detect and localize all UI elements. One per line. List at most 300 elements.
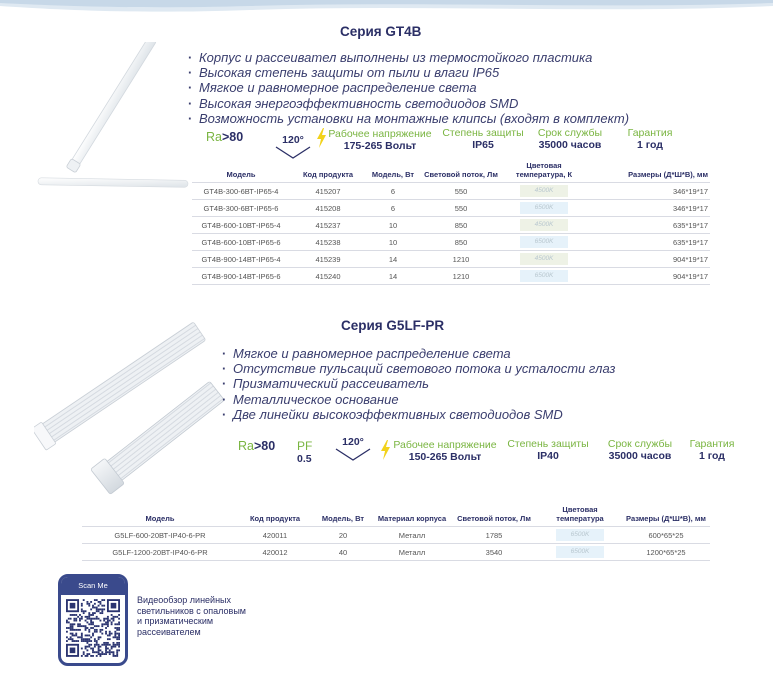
qr-code-card[interactable]: [58, 574, 128, 666]
cell-temp: [502, 268, 586, 285]
beam-angle-value: 120°: [282, 134, 304, 146]
color-temp-badge: 6500K: [556, 529, 604, 541]
table-header-row: [192, 160, 710, 183]
qr-module: [100, 655, 102, 657]
qr-module: [94, 631, 96, 633]
cell-flux: 550: [420, 200, 502, 217]
qr-module: [83, 612, 85, 614]
qr-module: [75, 614, 77, 616]
qr-module: [86, 603, 88, 605]
gt4b-lifetime: [532, 127, 608, 151]
qr-module: [92, 621, 94, 623]
qr-module: [75, 640, 77, 642]
qr-module: [105, 642, 107, 644]
qr-module: [81, 633, 83, 635]
qr-module: [72, 614, 74, 616]
qr-module: [118, 636, 120, 638]
qr-module: [100, 603, 102, 605]
qr-module: [70, 627, 72, 629]
qr-module: [92, 607, 94, 609]
cell-size: 346*19*17: [586, 200, 710, 217]
qr-module: [101, 599, 103, 601]
qr-module: [111, 618, 113, 620]
cell-size: 635*19*17: [586, 234, 710, 251]
cell-power: 10: [366, 234, 420, 251]
qr-module: [105, 618, 107, 620]
cell-temp: [538, 544, 622, 561]
qr-module: [111, 646, 113, 648]
qr-module: [105, 623, 107, 625]
qr-module: [83, 610, 85, 612]
cell-code: 415237: [290, 217, 366, 234]
qr-module: [92, 627, 94, 629]
qr-module: [100, 620, 102, 622]
qr-module: [90, 601, 92, 603]
feature-item: · Возможность установки на монтажные клипсы (входят в комплект): [188, 111, 629, 126]
cell-power: 10: [366, 217, 420, 234]
qr-module: [109, 653, 111, 655]
qr-module: [85, 627, 87, 629]
qr-module: [96, 640, 98, 642]
qr-module: [96, 616, 98, 618]
qr-module: [114, 627, 116, 629]
qr-module: [96, 618, 98, 620]
qr-module: [90, 644, 92, 646]
qr-module: [100, 631, 102, 633]
g5lf-protection: [505, 438, 591, 462]
qr-module: [68, 638, 70, 640]
qr-module: [73, 614, 75, 616]
qr-module: [88, 640, 90, 642]
cell-code: 415239: [290, 251, 366, 268]
qr-module: [86, 646, 88, 648]
qr-module: [113, 655, 115, 657]
qr-module: [73, 620, 75, 622]
feature-item: · Призматический рассеиватель: [222, 376, 615, 391]
cell-size: 904*19*17: [586, 251, 710, 268]
color-temp-badge: 6500K: [556, 546, 604, 558]
qr-module: [118, 618, 120, 620]
g5lf-ra-index: [238, 439, 275, 453]
qr-module: [86, 640, 88, 642]
qr-module: [94, 651, 96, 653]
qr-module: [88, 653, 90, 655]
qr-module: [118, 623, 120, 625]
qr-module: [72, 629, 74, 631]
qr-module: [103, 599, 105, 601]
qr-module: [85, 616, 87, 618]
cell-temp: [502, 251, 586, 268]
qr-module: [94, 638, 96, 640]
qr-module: [113, 616, 115, 618]
g5lf-beam-angle: [335, 436, 371, 462]
protection-value: IP40: [537, 450, 559, 462]
qr-module: [88, 635, 90, 637]
qr-module: [103, 605, 105, 607]
qr-module: [94, 625, 96, 627]
qr-module: [73, 640, 75, 642]
qr-module: [107, 625, 109, 627]
qr-module: [98, 610, 100, 612]
qr-module: [85, 625, 87, 627]
lifetime-label: Срок службы: [537, 127, 603, 139]
qr-module: [75, 633, 77, 635]
qr-module: [107, 642, 109, 644]
qr-module: [70, 633, 72, 635]
cell-model: GT4B-600-10ВТ-IP65-4: [192, 217, 290, 234]
cell-flux: 550: [420, 183, 502, 200]
qr-module: [94, 646, 96, 648]
cell-model: GT4B-900-14ВТ-IP65-4: [192, 251, 290, 268]
color-temp-badge: 4500K: [520, 185, 568, 197]
feature-item: · Высокая энергоэффективность светодиодов SMD: [188, 96, 629, 111]
qr-module: [109, 631, 111, 633]
lifetime-label: Срок службы: [607, 438, 673, 450]
qr-module: [92, 655, 94, 657]
qr-module: [114, 635, 116, 637]
qr-module: [118, 646, 120, 648]
pf-label: PF: [297, 439, 313, 453]
qr-module: [90, 623, 92, 625]
qr-module: [101, 625, 103, 627]
col-header-temp: Цветовая температура: [556, 505, 604, 523]
qr-module: [103, 653, 105, 655]
g5lf-voltage: [390, 439, 500, 463]
col-header-flux: Световой поток, Лм: [424, 170, 498, 179]
cell-temp: [502, 183, 586, 200]
qr-module: [79, 614, 81, 616]
table-row: [192, 268, 710, 285]
col-header-temp: Цветовая температура, К: [515, 161, 573, 179]
qr-module: [85, 655, 87, 657]
cell-power: 14: [366, 268, 420, 285]
cell-flux: 850: [420, 217, 502, 234]
qr-module: [111, 623, 113, 625]
qr-module: [96, 608, 98, 610]
qr-module: [79, 636, 81, 638]
qr-module: [105, 621, 107, 623]
qr-module: [94, 599, 96, 601]
qr-module: [109, 620, 111, 622]
qr-module: [109, 638, 111, 640]
qr-module: [105, 653, 107, 655]
qr-module: [88, 638, 90, 640]
warranty-label: Гарантия: [689, 438, 735, 450]
qr-module: [79, 623, 81, 625]
scan-me-label: Scan Me: [61, 577, 125, 595]
qr-module: [116, 633, 118, 635]
col-header-material: Материал корпуса: [377, 514, 447, 523]
qr-module: [101, 605, 103, 607]
qr-module: [70, 638, 72, 640]
gt4b-ra-index: [206, 130, 243, 144]
qr-module: [116, 651, 118, 653]
gt4b-protection: [440, 127, 526, 151]
qr-module: [81, 640, 83, 642]
cell-temp: [538, 527, 622, 544]
qr-module: [90, 614, 92, 616]
qr-module: [77, 623, 79, 625]
qr-module: [90, 608, 92, 610]
cell-model: GT4B-300-6ВТ-IP65-6: [192, 200, 290, 217]
color-temp-badge: 6500K: [520, 270, 568, 282]
col-header-model: Модель: [226, 170, 256, 179]
qr-module: [118, 621, 120, 623]
qr-module: [98, 608, 100, 610]
qr-module: [73, 635, 75, 637]
qr-module: [100, 649, 102, 651]
qr-module: [86, 642, 88, 644]
qr-module: [98, 653, 100, 655]
qr-module: [113, 642, 115, 644]
qr-module: [116, 629, 118, 631]
qr-module: [118, 638, 120, 640]
feature-item: · Высокая степень защиты от пыли и влаги IP65: [188, 65, 629, 80]
qr-module: [85, 640, 87, 642]
qr-module: [90, 655, 92, 657]
cell-power: 14: [366, 251, 420, 268]
qr-module: [111, 651, 113, 653]
qr-module: [98, 638, 100, 640]
beam-angle-icon: [335, 448, 371, 462]
qr-module: [90, 621, 92, 623]
qr-module: [70, 625, 72, 627]
qr-module: [114, 616, 116, 618]
qr-module: [105, 644, 107, 646]
qr-module: [111, 633, 113, 635]
qr-module: [98, 644, 100, 646]
qr-module: [118, 635, 120, 637]
qr-module: [111, 621, 113, 623]
qr-module: [103, 620, 105, 622]
qr-module: [107, 651, 109, 653]
qr-module: [88, 631, 90, 633]
g5lf-features-list: [222, 346, 615, 422]
gt4b-beam-angle: [275, 134, 311, 160]
qr-module: [66, 631, 68, 633]
cell-model: GT4B-900-14ВТ-IP65-6: [192, 268, 290, 285]
qr-module: [98, 651, 100, 653]
qr-module: [98, 646, 100, 648]
qr-module: [107, 623, 109, 625]
cell-flux: 1785: [450, 527, 538, 544]
qr-module: [75, 635, 77, 637]
cell-code: 420011: [238, 527, 312, 544]
qr-module: [92, 651, 94, 653]
qr-module: [94, 640, 96, 642]
qr-module: [86, 635, 88, 637]
qr-module: [90, 636, 92, 638]
qr-finder-center: [70, 648, 76, 654]
cell-model: GT4B-300-6ВТ-IP65-4: [192, 183, 290, 200]
qr-module: [114, 636, 116, 638]
qr-module: [81, 635, 83, 637]
table-row: [192, 200, 710, 217]
protection-label: Степень защиты: [442, 127, 524, 139]
qr-module: [73, 629, 75, 631]
qr-module: [92, 618, 94, 620]
gt4b-product-image: [30, 42, 200, 192]
table-header-row: [82, 504, 710, 527]
qr-module: [116, 644, 118, 646]
qr-module: [81, 618, 83, 620]
beam-angle-icon: [275, 146, 311, 160]
qr-module: [90, 648, 92, 650]
qr-finder-center: [70, 603, 76, 609]
gt4b-voltage: [326, 128, 434, 152]
qr-module: [113, 644, 115, 646]
qr-module: [72, 633, 74, 635]
cell-size: 904*19*17: [586, 268, 710, 285]
qr-module: [86, 618, 88, 620]
qr-module: [98, 625, 100, 627]
qr-module: [96, 629, 98, 631]
qr-module: [66, 621, 68, 623]
qr-module: [109, 635, 111, 637]
qr-module: [88, 623, 90, 625]
qr-module: [96, 607, 98, 609]
qr-module: [79, 625, 81, 627]
qr-module: [118, 614, 120, 616]
cell-model: GT4B-600-10ВТ-IP65-6: [192, 234, 290, 251]
table-row: [192, 217, 710, 234]
qr-module: [66, 640, 68, 642]
qr-module: [105, 631, 107, 633]
qr-module: [88, 629, 90, 631]
qr-module: [111, 648, 113, 650]
qr-module: [116, 649, 118, 651]
qr-module: [100, 636, 102, 638]
feature-item: · Отсутствие пульсаций светового потока и усталости глаз: [222, 361, 615, 376]
qr-module: [86, 649, 88, 651]
feature-item: · Корпус и рассеивател выполнены из термостойкого пластика: [188, 50, 629, 65]
qr-module: [83, 640, 85, 642]
qr-module: [118, 627, 120, 629]
table-row: [82, 527, 710, 544]
cell-power: 40: [312, 544, 374, 561]
qr-module: [88, 618, 90, 620]
qr-module: [92, 633, 94, 635]
qr-module: [66, 636, 68, 638]
qr-module: [77, 616, 79, 618]
qr-module: [118, 629, 120, 631]
cell-code: 415208: [290, 200, 366, 217]
qr-module: [118, 633, 120, 635]
qr-module: [88, 644, 90, 646]
qr-module: [90, 620, 92, 622]
cell-flux: 850: [420, 234, 502, 251]
ra-label: Ra: [206, 130, 222, 144]
qr-module: [81, 636, 83, 638]
qr-module: [70, 623, 72, 625]
qr-module: [77, 636, 79, 638]
qr-module: [103, 623, 105, 625]
cell-flux: 1210: [420, 268, 502, 285]
qr-module: [103, 608, 105, 610]
color-temp-badge: 6500K: [520, 236, 568, 248]
qr-module: [107, 620, 109, 622]
ra-value: >80: [253, 439, 276, 453]
qr-module: [105, 651, 107, 653]
qr-code-icon[interactable]: [66, 599, 120, 657]
qr-module: [96, 610, 98, 612]
qr-module: [90, 627, 92, 629]
cell-power: 6: [366, 183, 420, 200]
qr-module: [92, 635, 94, 637]
cell-code: 420012: [238, 544, 312, 561]
qr-module: [113, 636, 115, 638]
qr-module: [98, 601, 100, 603]
qr-module: [98, 649, 100, 651]
qr-module: [98, 605, 100, 607]
qr-module: [96, 642, 98, 644]
qr-finder-center: [111, 603, 117, 609]
header-wave: [0, 0, 773, 22]
qr-module: [105, 633, 107, 635]
col-header-model: Модель: [145, 514, 175, 523]
qr-module: [96, 655, 98, 657]
qr-module: [85, 638, 87, 640]
qr-module: [66, 627, 68, 629]
voltage-label: Рабочее напряжение: [328, 128, 432, 140]
qr-module: [88, 605, 90, 607]
qr-module: [107, 638, 109, 640]
qr-module: [75, 629, 77, 631]
series-g5lf-title: Серия G5LF-PR: [341, 318, 445, 333]
qr-module: [85, 635, 87, 637]
qr-module: [94, 644, 96, 646]
qr-module: [68, 621, 70, 623]
cell-material: Металл: [374, 527, 450, 544]
qr-module: [101, 608, 103, 610]
protection-label: Степень защиты: [507, 438, 589, 450]
qr-module: [116, 642, 118, 644]
qr-module: [114, 644, 116, 646]
qr-module: [92, 649, 94, 651]
pf-value: 0.5: [297, 453, 312, 465]
qr-module: [81, 608, 83, 610]
feature-item: · Мягкое и равномерное распределение света: [188, 80, 629, 95]
qr-module: [109, 644, 111, 646]
qr-module: [94, 629, 96, 631]
qr-module: [96, 631, 98, 633]
qr-module: [98, 618, 100, 620]
qr-module: [88, 646, 90, 648]
qr-module: [88, 603, 90, 605]
qr-module: [114, 655, 116, 657]
cell-code: 415240: [290, 268, 366, 285]
lifetime-value: 35000 часов: [538, 139, 602, 151]
qr-module: [72, 638, 74, 640]
cell-model: G5LF-1200-20ВТ-IP40-6-PR: [82, 544, 238, 561]
cell-model: G5LF-600-20ВТ-IP40-6-PR: [82, 527, 238, 544]
qr-module: [100, 612, 102, 614]
qr-module: [100, 653, 102, 655]
qr-module: [81, 610, 83, 612]
voltage-label: Рабочее напряжение: [393, 439, 497, 451]
qr-module: [77, 625, 79, 627]
qr-module: [92, 612, 94, 614]
qr-module: [85, 646, 87, 648]
feature-item: · Мягкое и равномерное распределение света: [222, 346, 615, 361]
qr-module: [101, 633, 103, 635]
protection-value: IP65: [472, 139, 494, 151]
qr-module: [118, 644, 120, 646]
qr-module: [85, 648, 87, 650]
qr-module: [98, 636, 100, 638]
cell-size: 346*19*17: [586, 183, 710, 200]
qr-module: [118, 642, 120, 644]
